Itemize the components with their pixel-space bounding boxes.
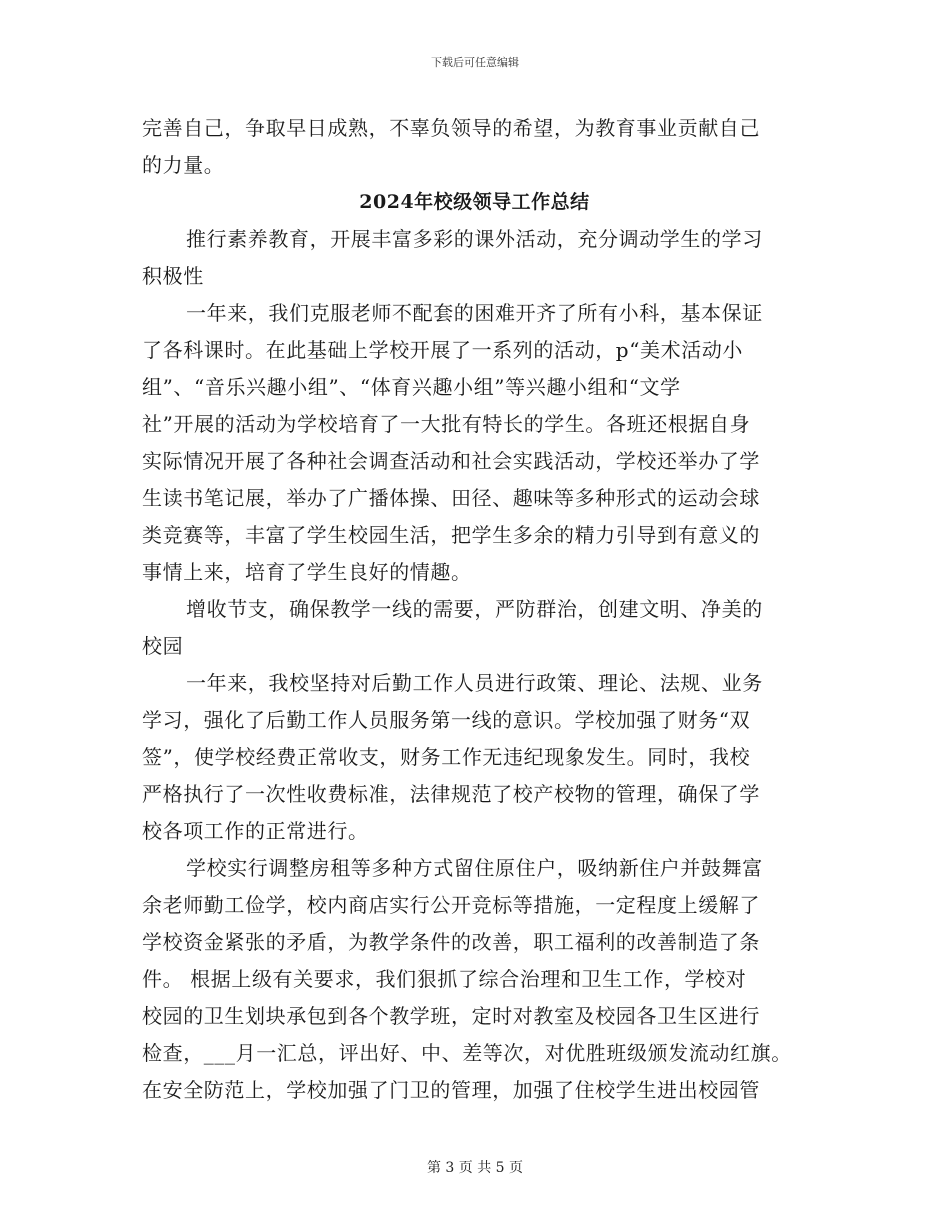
body-line: 类竞赛等，丰富了学生校园生活，把学生多余的精力引导到有意义的 [142, 523, 760, 547]
page-header-note: 下载后可任意编辑 [431, 56, 519, 69]
body-line: 学习，强化了后勤工作人员服务第一线的意识。学校加强了财务“双 [142, 708, 751, 732]
subheading-line: 校园 [142, 634, 184, 658]
body-line: 社”开展的活动为学校培育了一大批有特长的学生。各班还根据自身 [142, 412, 751, 436]
body-line: 学校实行调整房租等多种方式留住原住户，吸纳新住户并鼓舞富 [186, 856, 763, 880]
body-line: 的力量。 [142, 153, 225, 177]
body-line: 生读书笔记展，举办了广播体操、田径、趣味等多种形式的运动会球 [142, 486, 760, 510]
body-line: 校各项工作的正常进行。 [142, 819, 369, 843]
body-line: 学校资金紧张的矛盾，为教学条件的改善，职工福利的改善制造了条 [142, 930, 760, 954]
subheading-line: 积极性 [142, 264, 204, 288]
body-line: 检查，___月一汇总，评出好、中、差等次，对优胜班级颁发流动红旗。 [142, 1041, 792, 1065]
subheading-line: 推行素养教育，开展丰富多彩的课外活动，充分调动学生的学习 [186, 227, 763, 251]
document-body [142, 110, 807, 1109]
body-line: 签”，使学校经费正常收支，财务工作无违纪现象发生。同时，我校 [142, 745, 751, 769]
page-number: 第 3 页 共 5 页 [426, 1160, 524, 1176]
body-line: 严格执行了一次性收费标准，法律规范了校产校物的管理，确保了学 [142, 782, 760, 806]
body-line: 实际情况开展了各种社会调查活动和社会实践活动，学校还举办了学 [142, 449, 760, 473]
body-line: 件。 根据上级有关要求，我们狠抓了综合治理和卫生工作，学校对 [142, 967, 747, 991]
body-line: 校园的卫生划块承包到各个教学班，定时对教室及校园各卫生区进行 [142, 1004, 760, 1028]
body-line: 一年来，我们克服老师不配套的困难开齐了所有小科，基本保证 [186, 301, 763, 325]
section-title: 2024年校级领导工作总结 [359, 191, 590, 213]
body-line: 余老师勤工俭学，校内商店实行公开竞标等措施，一定程度上缓解了 [142, 893, 760, 917]
subheading-line: 增收节支，确保教学一线的需要，严防群治，创建文明、净美的 [186, 597, 763, 621]
body-line: 组”、“音乐兴趣小组”、“体育兴趣小组”等兴趣小组和“文学 [142, 375, 681, 399]
body-line: 事情上来，培育了学生良好的情趣。 [142, 560, 472, 584]
body-line: 了各科课时。在此基础上学校开展了一系列的活动，p“美术活动小 [142, 338, 744, 362]
body-line: 在安全防范上，学校加强了门卫的管理，加强了住校学生进出校园管 [142, 1078, 760, 1102]
body-line: 一年来，我校坚持对后勤工作人员进行政策、理论、法规、业务 [186, 671, 763, 695]
body-line: 完善自己，争取早日成熟，不辜负领导的希望，为教育事业贡献自己 [142, 116, 760, 140]
